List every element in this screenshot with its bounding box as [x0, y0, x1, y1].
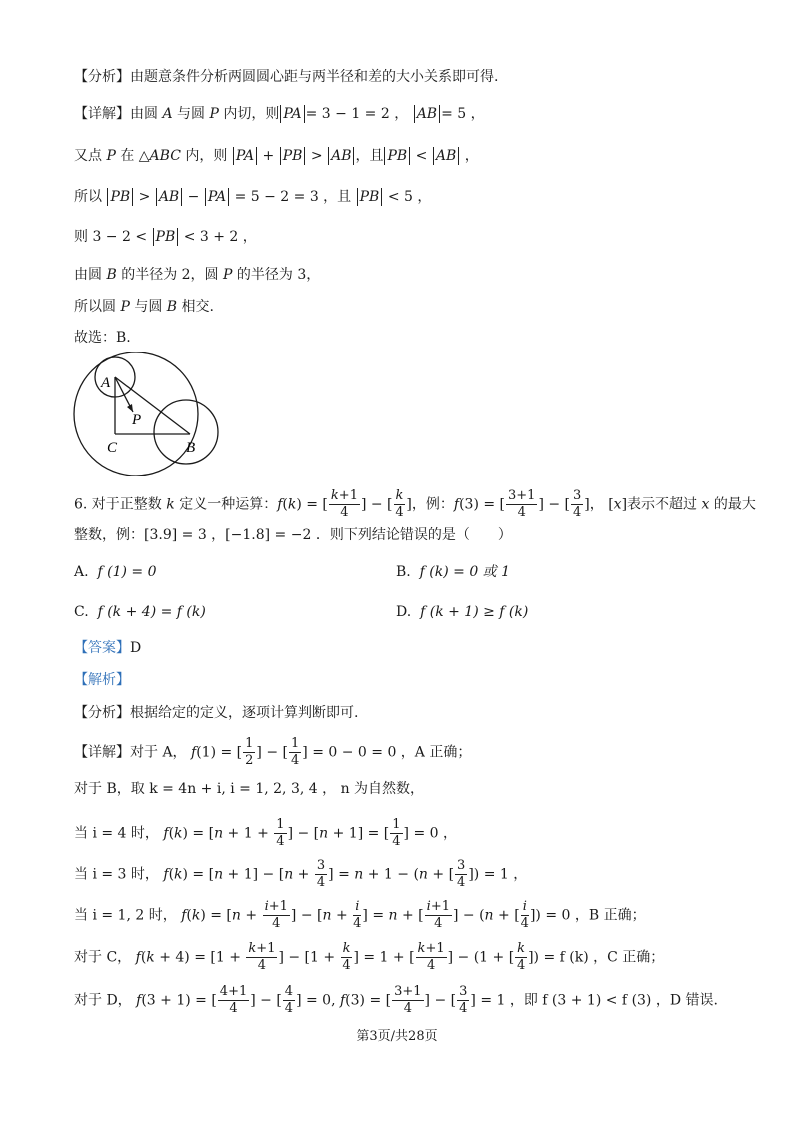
- label-p: P: [132, 412, 142, 428]
- q5-detail-line-2: 又点 P 在 △ABC 内，则 PA + PB > AB ，且 PB < AB ，: [74, 148, 479, 164]
- q5-detail-line-3: 所以 PB > AB − PA = 5 − 2 = 3 ，且 PB < 5 ，: [74, 189, 432, 205]
- q6-detail-i3: 当 i = 3 时， f(k) = [n + 1] − [n + $\frac{3}{4}$ ] = n + 1 − (n + [ $\frac{3}{4}$ ]) = 1 ，: [74, 858, 528, 890]
- q5-detail-line-5: 由圆 B 的半径为 2，圆 P 的半径为 3，: [74, 267, 321, 283]
- q5-detail-line-4: 则 3 − 2 < PB < 3 + 2 ，: [74, 229, 257, 245]
- q6-detail-d: 对于 D， f(3 + 1) = [ $\frac{4+1}{4}$ ] − [ $\frac{4}{4}$ ] = 0, f(3) = [ $\frac{3+1}{4}$ ] − [ $\frac{3}{4}$ ] = 1 ，即 f (3 + 1) < f (3) ，D 错误.: [74, 984, 718, 1016]
- q6-detail-b: 对于 B，取 k = 4n + i, i = 1, 2, 3, 4 ， n 为自然数，: [74, 781, 425, 797]
- page-footer: 第3页/共28页: [356, 1029, 438, 1044]
- analysis-tag: 【分析】: [74, 69, 130, 85]
- q6-detail-i4: 当 i = 4 时， f(k) = [n + 1 + $\frac{1}{4}$ ] − [n + 1] = [ $\frac{1}{4}$ ] = 0 ，: [74, 817, 457, 849]
- q6-stem-line-2: 整数，例：[3.9] = 3 ，[−1.8] = −2 ．则下列结论错误的是（ ）: [74, 527, 512, 543]
- q6-analysis: 【分析】根据给定的定义，逐项计算判断即可.: [74, 705, 359, 721]
- label-c: C: [107, 440, 118, 456]
- q6-answer: 【答案】D: [74, 640, 142, 656]
- label-b: B: [186, 440, 196, 456]
- q6-explain-tag: 【解析】: [74, 672, 130, 688]
- q6-option-a: A. f (1) = 0: [74, 564, 157, 580]
- q6-detail-i12: 当 i = 1, 2 时， f(k) = [n + $\frac{i+1}{4}$ ] − [n + $\frac{i}{4}$ ] = n + [ $\frac{i+1}{4}$ ] − (n + [ $\frac{i}{4}$ ]) = 0 ，B 正确；: [74, 899, 646, 931]
- detail-tag: 【详解】: [74, 106, 130, 122]
- q6-detail-a: 【详解】对于 A， f(1) = [ $\frac{1}{2}$ ] − [ $\frac{1}{4}$ ] = 0 − 0 = 0 ，A 正确；: [74, 736, 472, 768]
- q5-choice: 故选：B.: [74, 330, 131, 346]
- q6-option-c: C. f (k + 4) = f (k): [74, 604, 206, 620]
- q5-analysis: 【分析】由题意条件分析两圆圆心距与两半径和差的大小关系即可得.: [74, 69, 499, 85]
- q6-option-d: D. f (k + 1) ≥ f (k): [396, 604, 529, 620]
- circles-figure: [70, 352, 230, 476]
- q5-detail-line-1: 【详解】由圆 A 与圆 P 内切，则 PA = 3 − 1 = 2 ， AB = 5 ，: [74, 106, 485, 122]
- q5-detail-line-6: 所以圆 P 与圆 B 相交.: [74, 299, 214, 315]
- answer-tag: 【答案】: [74, 640, 130, 656]
- label-a: A: [101, 375, 111, 391]
- q6-stem-line-1: 6. 对于正整数 k 定义一种运算：f(k) = [ $\frac{k+1}{4}$ ] − [ $\frac{k}{4}$ ]，例：f(3) = [ $\frac{3+1}{4}$ ] − [ $\frac{3}{4}$ ]， [x]表示不超过 x 的最大: [74, 488, 756, 520]
- q6-option-b: B. f (k) = 0 或 1: [396, 564, 511, 580]
- q6-detail-c: 对于 C， f(k + 4) = [1 + $\frac{k+1}{4}$ ] − [1 + $\frac{k}{4}$ ] = 1 + [ $\frac{k+1}{4}$ ] − (1 + [ $\frac{k}{4}$ ]) = f (k) ，C 正确；: [74, 941, 665, 973]
